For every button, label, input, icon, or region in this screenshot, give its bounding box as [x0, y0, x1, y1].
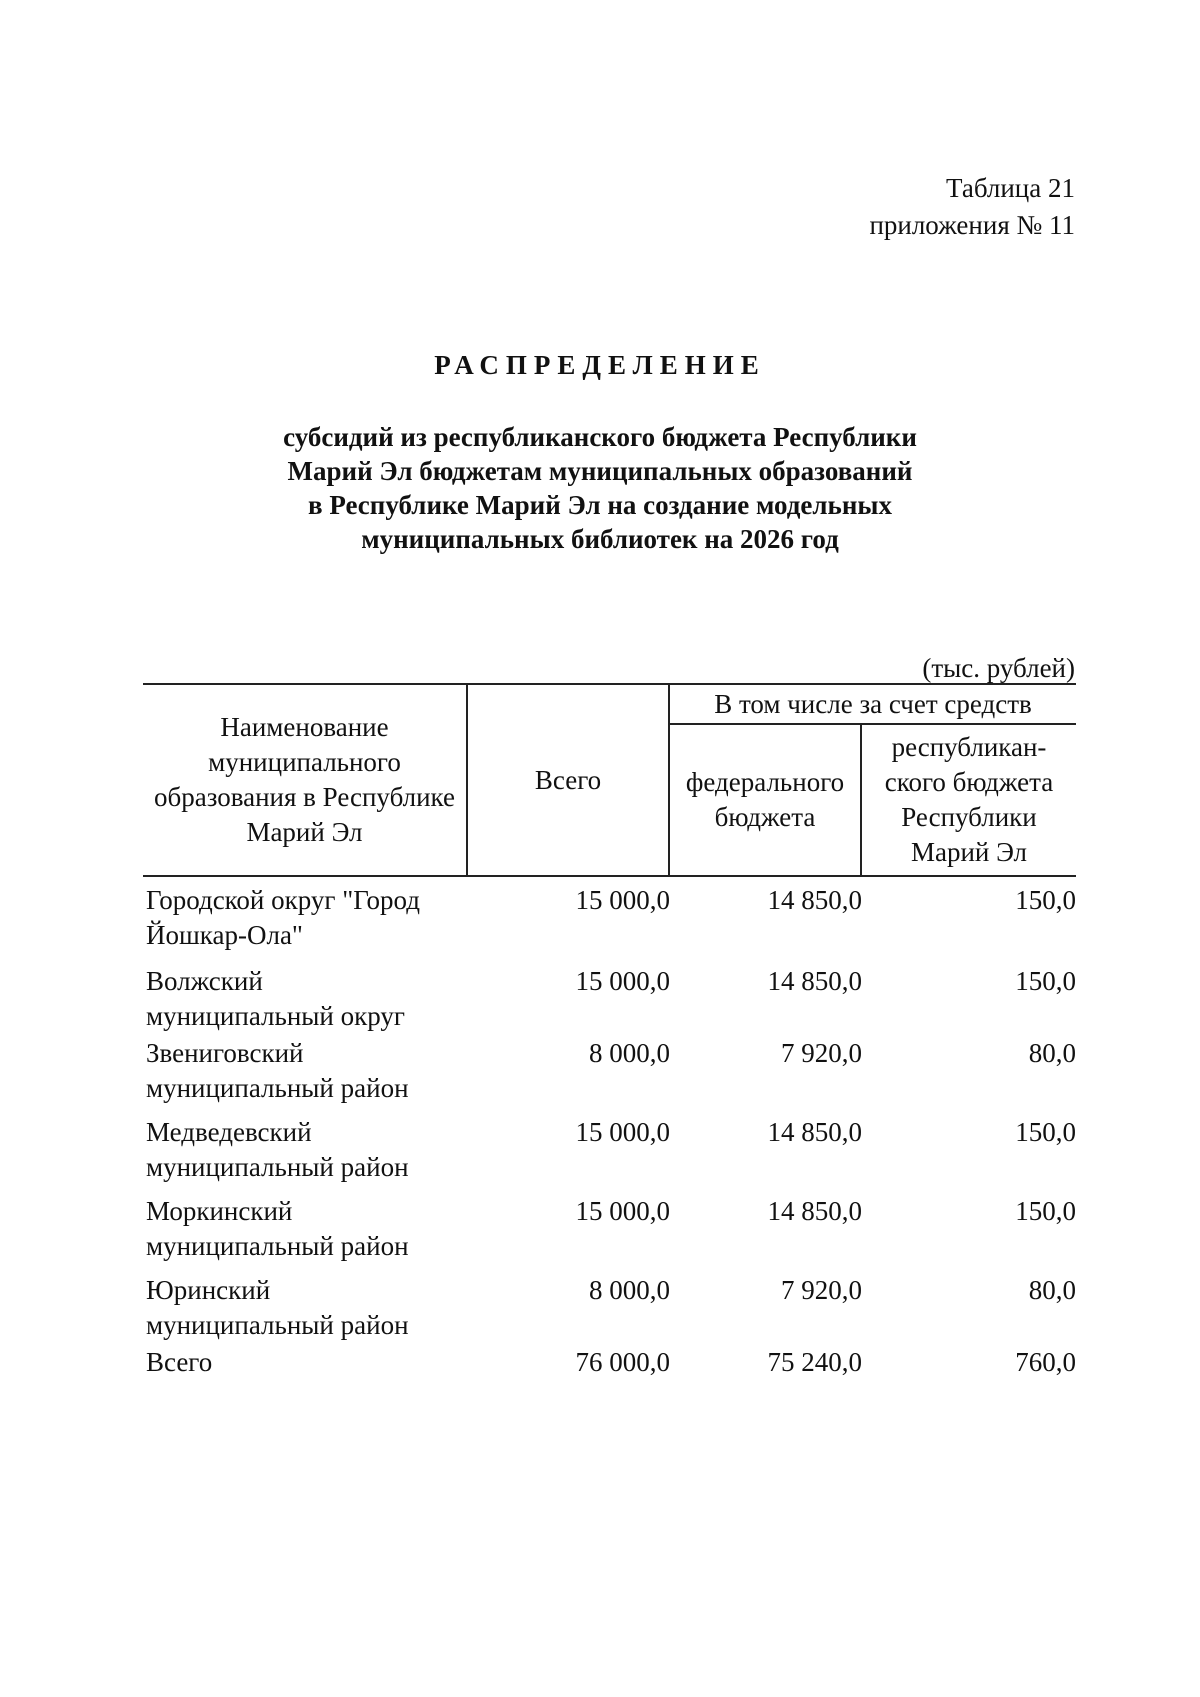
- document-title: РАСПРЕДЕЛЕНИЕ: [434, 350, 766, 380]
- row-name-line: Медведевский: [146, 1117, 312, 1147]
- row-name-line: Юринский: [146, 1275, 271, 1305]
- document-subtitle: [0, 420, 1200, 556]
- row-name-line: муниципальный район: [146, 1310, 409, 1340]
- row-republic: 150,0: [1015, 1196, 1076, 1226]
- table-row: [143, 883, 1076, 953]
- row-name: [143, 1273, 468, 1343]
- subtitle-line: Марий Эл бюджетам муниципальных образований: [287, 456, 913, 486]
- table-row: [143, 1036, 1076, 1106]
- row-name-line: Городской округ "Город: [146, 885, 420, 915]
- table-row: [143, 964, 1076, 1034]
- header-republic-line: Марий Эл: [910, 837, 1028, 867]
- table-row: [143, 1115, 1076, 1185]
- header-republic-line: ского бюджета: [884, 767, 1054, 797]
- header-federal-line: федерального: [685, 767, 845, 797]
- row-republic: 150,0: [1015, 885, 1076, 915]
- header-name-line: Марий Эл: [246, 817, 363, 847]
- row-total: 15 000,0: [575, 966, 670, 996]
- header-republic-line: республикан-: [891, 732, 1047, 762]
- row-total: 15 000,0: [575, 1117, 670, 1147]
- row-republic: 80,0: [1028, 1038, 1076, 1068]
- subtitle-line: субсидий из республиканского бюджета Республики: [283, 422, 917, 452]
- units-label: (тыс. рублей): [922, 653, 1075, 683]
- row-name: [143, 883, 468, 953]
- row-name-line: муниципальный округ: [146, 1001, 405, 1031]
- header-group: [670, 685, 1076, 723]
- row-name-line: муниципальный район: [146, 1231, 409, 1261]
- header-group-label: В том числе за счет средств: [714, 688, 1032, 719]
- row-republic: 80,0: [1028, 1275, 1076, 1305]
- row-name: [143, 964, 468, 1034]
- header-name-line: Наименование: [220, 712, 389, 742]
- table-body: [143, 883, 1076, 1380]
- row-republic: 150,0: [1015, 1117, 1076, 1147]
- header-name-line: образования в Республике: [154, 782, 455, 812]
- row-federal: 14 850,0: [767, 1196, 862, 1226]
- header-federal-line: бюджета: [714, 802, 816, 832]
- total-row-name: Всего: [146, 1347, 213, 1377]
- table-row: [143, 1194, 1076, 1264]
- total-row-federal: 75 240,0: [767, 1347, 862, 1377]
- row-federal: 7 920,0: [781, 1275, 862, 1305]
- row-federal: 14 850,0: [767, 885, 862, 915]
- header-total: [468, 685, 668, 875]
- row-name: [143, 1194, 468, 1264]
- total-row-total: 76 000,0: [575, 1347, 670, 1377]
- row-total: 15 000,0: [575, 1196, 670, 1226]
- table-number: Таблица 21: [946, 173, 1075, 203]
- row-total: 8 000,0: [589, 1275, 670, 1305]
- subtitle-line: муниципальных библиотек на 2026 год: [361, 524, 839, 554]
- table-header: [143, 683, 1076, 877]
- row-federal: 7 920,0: [781, 1038, 862, 1068]
- row-name-line: Волжский: [146, 966, 263, 996]
- header-total-label: Всего: [534, 764, 602, 795]
- header-republic: [862, 725, 1076, 875]
- total-row: [143, 1345, 1076, 1380]
- row-name-line: Йошкар-Ола": [146, 920, 303, 950]
- row-republic: 150,0: [1015, 966, 1076, 996]
- header-name-line: муниципального: [208, 747, 401, 777]
- row-name-line: муниципальный район: [146, 1073, 409, 1103]
- row-total: 15 000,0: [575, 885, 670, 915]
- row-federal: 14 850,0: [767, 966, 862, 996]
- subtitle-line: в Республике Марий Эл на создание модельных: [308, 490, 892, 520]
- row-name-line: муниципальный район: [146, 1152, 409, 1182]
- header-name: [143, 685, 466, 875]
- appendix-reference: [869, 170, 1075, 244]
- header-federal: [670, 725, 860, 875]
- row-name-line: Моркинский: [146, 1196, 293, 1226]
- total-row-republic: 760,0: [1015, 1347, 1076, 1377]
- header-republic-line: Республики: [901, 802, 1037, 832]
- row-name: [143, 1115, 468, 1185]
- row-total: 8 000,0: [589, 1038, 670, 1068]
- row-name-line: Звениговский: [146, 1038, 304, 1068]
- table-row: [143, 1273, 1076, 1343]
- row-federal: 14 850,0: [767, 1117, 862, 1147]
- row-name: [143, 1036, 468, 1106]
- appendix-number: приложения № 11: [869, 210, 1075, 240]
